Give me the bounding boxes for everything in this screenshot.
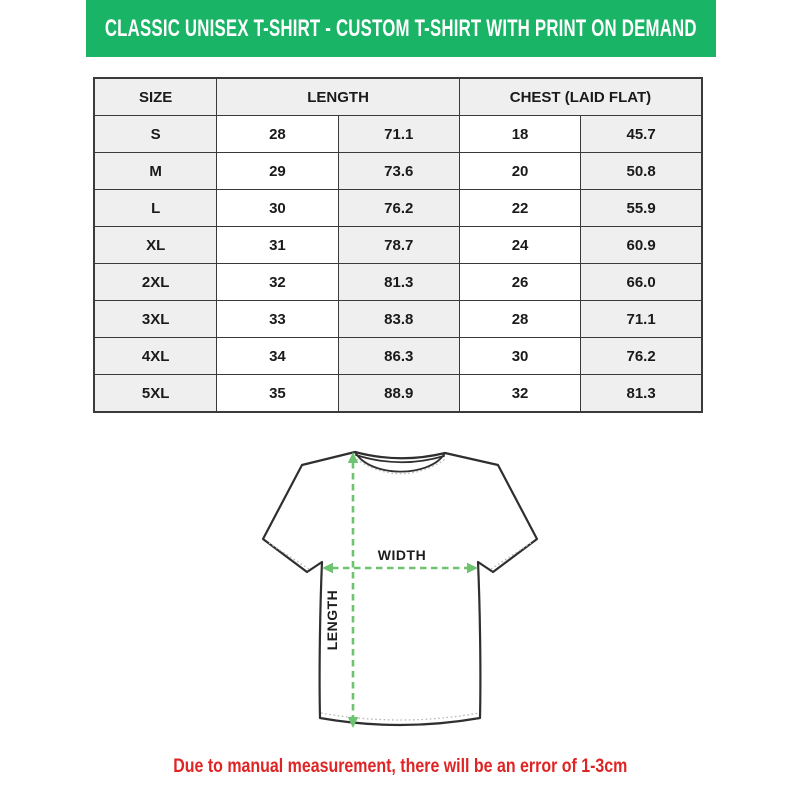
length-label: LENGTH [324,589,340,651]
length-cm-cell: 71.1 [338,116,459,153]
page-title: CLASSIC UNISEX T-SHIRT - CUSTOM T-SHIRT WITH PRINT ON DEMAND [105,14,697,42]
table-row [94,116,702,153]
table-header-row [94,78,702,116]
table-row [94,338,702,375]
chest-cm-cell: 71.1 [581,301,702,338]
chest-in-cell: 26 [459,264,580,301]
header-chest: CHEST (LAID FLAT) [459,78,702,116]
length-in-cell: 34 [217,338,338,375]
title-banner [86,0,716,57]
size-cell: 3XL [94,301,217,338]
size-cell: 4XL [94,338,217,375]
length-cm-cell: 83.8 [338,301,459,338]
size-cell: L [94,190,217,227]
chest-cm-cell: 66.0 [581,264,702,301]
table-row [94,375,702,413]
measurement-note-text: Due to manual measurement, there will be an error of 1-3cm [172,756,628,777]
chest-cm-cell: 55.9 [581,190,702,227]
length-cm-cell: 78.7 [338,227,459,264]
chest-cm-cell: 60.9 [581,227,702,264]
chest-cm-cell: 76.2 [581,338,702,375]
chest-in-cell: 22 [459,190,580,227]
size-cell: S [94,116,217,153]
length-in-cell: 33 [217,301,338,338]
length-cm-cell: 76.2 [338,190,459,227]
chest-in-cell: 28 [459,301,580,338]
chest-cm-cell: 45.7 [581,116,702,153]
length-in-cell: 29 [217,153,338,190]
table-row [94,227,702,264]
length-in-cell: 31 [217,227,338,264]
chest-in-cell: 18 [459,116,580,153]
tshirt-diagram [250,440,550,740]
length-cm-cell: 88.9 [338,375,459,413]
length-in-cell: 30 [217,190,338,227]
measurement-note [0,756,800,778]
chest-in-cell: 32 [459,375,580,413]
chest-in-cell: 24 [459,227,580,264]
chest-in-cell: 20 [459,153,580,190]
length-cm-cell: 86.3 [338,338,459,375]
width-label: WIDTH [377,547,427,563]
table-row [94,264,702,301]
table-row [94,190,702,227]
size-cell: 5XL [94,375,217,413]
length-in-cell: 32 [217,264,338,301]
chest-cm-cell: 81.3 [581,375,702,413]
size-cell: XL [94,227,217,264]
size-cell: 2XL [94,264,217,301]
header-size: SIZE [94,78,217,116]
length-in-cell: 28 [217,116,338,153]
tshirt-outline [263,452,537,725]
size-cell: M [94,153,217,190]
chest-cm-cell: 50.8 [581,153,702,190]
chest-in-cell: 30 [459,338,580,375]
header-length: LENGTH [217,78,460,116]
length-cm-cell: 73.6 [338,153,459,190]
size-chart-table [93,77,703,413]
table-row [94,301,702,338]
length-in-cell: 35 [217,375,338,413]
length-cm-cell: 81.3 [338,264,459,301]
table-row [94,153,702,190]
